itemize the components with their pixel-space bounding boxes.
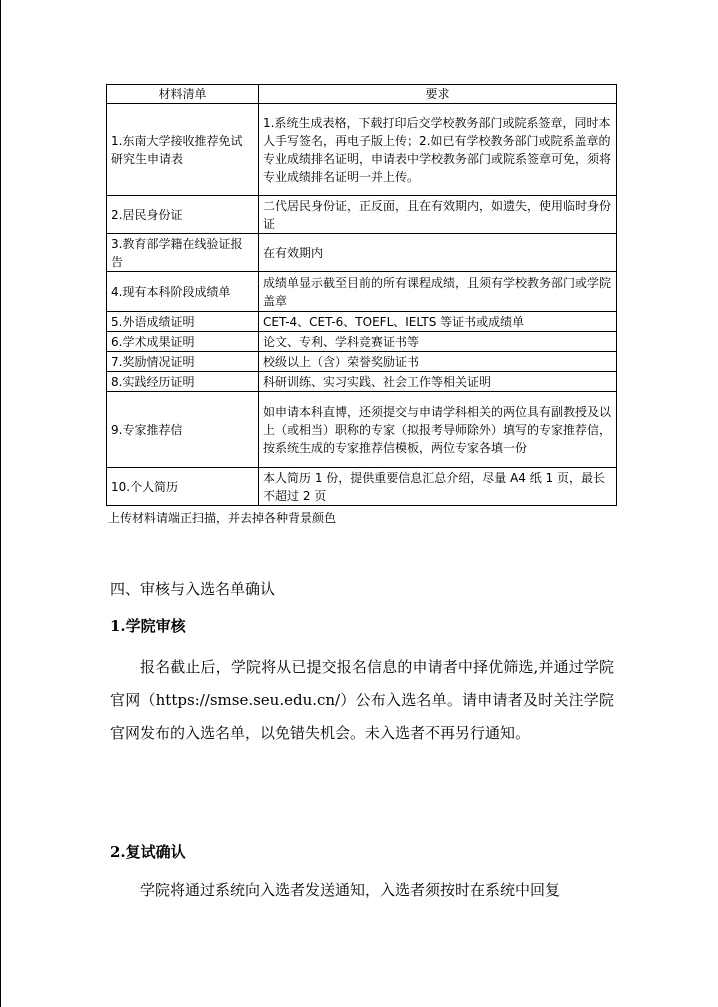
table-row	[107, 234, 617, 272]
section-heading: 四、审核与入选名单确认	[110, 580, 276, 598]
table-row	[107, 372, 617, 392]
paragraph-retest-confirmation: 学院将通过系统向入选者发送通知，入选者须按时在系统中回复	[140, 881, 561, 899]
upload-note: 上传材料请端正扫描，并去掉各种背景颜色	[108, 511, 337, 525]
subsection-title-retest-confirmation: 2.复试确认	[110, 843, 186, 861]
table-row	[107, 392, 617, 468]
material-requirement: 1.系统生成表格，下载打印后交学校教务部门或院系签章，同时本人手写签名，再电子版上传；2.如已有学校教务部门或院系盖章的专业成绩排名证明，申请表中学校教务部门或院系签章可免，须将专业成绩排名证明一并上传。	[259, 104, 617, 196]
header-materials: 材料清单	[107, 85, 259, 104]
material-item: 3.教育部学籍在线验证报告	[107, 234, 259, 272]
material-item: 1.东南大学接收推荐免试研究生申请表	[107, 104, 259, 196]
material-item: 4.现有本科阶段成绩单	[107, 272, 259, 312]
material-requirement: 论文、专利、学科竞赛证书等	[259, 332, 617, 352]
table-row	[107, 272, 617, 312]
material-item: 2.居民身份证	[107, 196, 259, 234]
material-requirement: 科研训练、实习实践、社会工作等相关证明	[259, 372, 617, 392]
table-row	[107, 352, 617, 372]
materials-table	[106, 84, 617, 506]
material-requirement: 二代居民身份证，正反面，且在有效期内，如遗失，使用临时身份证	[259, 196, 617, 234]
material-item: 5.外语成绩证明	[107, 312, 259, 332]
material-requirement: 如申请本科直博，还须提交与申请学科相关的两位具有副教授及以上（或相当）职称的专家（拟报考导师除外）填写的专家推荐信，按系统生成的专家推荐信模板，两位专家各填一份	[259, 392, 617, 468]
material-item: 9.专家推荐信	[107, 392, 259, 468]
material-item: 7.奖励情况证明	[107, 352, 259, 372]
table-row	[107, 312, 617, 332]
material-requirement: 本人简历 1 份，提供重要信息汇总介绍，尽量 A4 纸 1 页，最长不超过 2 页	[259, 468, 617, 506]
material-item: 8.实践经历证明	[107, 372, 259, 392]
header-requirements: 要求	[259, 85, 617, 104]
table-header-row	[107, 85, 617, 104]
material-item: 10.个人简历	[107, 468, 259, 506]
table-row	[107, 332, 617, 352]
paragraph-college-review: 报名截止后，学院将从已提交报名信息的申请者中择优筛选,并通过学院官网（https://smse.seu.edu.cn/）公布入选名单。请申请者及时关注学院官网发布的入选名单，以免错失机会。未入选者不再另行通知。	[110, 658, 614, 742]
material-requirement: CET-4、CET-6、TOEFL、IELTS 等证书或成绩单	[259, 312, 617, 332]
table-row	[107, 196, 617, 234]
material-requirement: 成绩单显示截至目前的所有课程成绩，且须有学校教务部门或学院盖章	[259, 272, 617, 312]
table-row	[107, 104, 617, 196]
table-row	[107, 468, 617, 506]
material-requirement: 校级以上（含）荣誉奖励证书	[259, 352, 617, 372]
material-requirement: 在有效期内	[259, 234, 617, 272]
subsection-title-college-review: 1.学院审核	[110, 617, 186, 635]
material-item: 6.学术成果证明	[107, 332, 259, 352]
